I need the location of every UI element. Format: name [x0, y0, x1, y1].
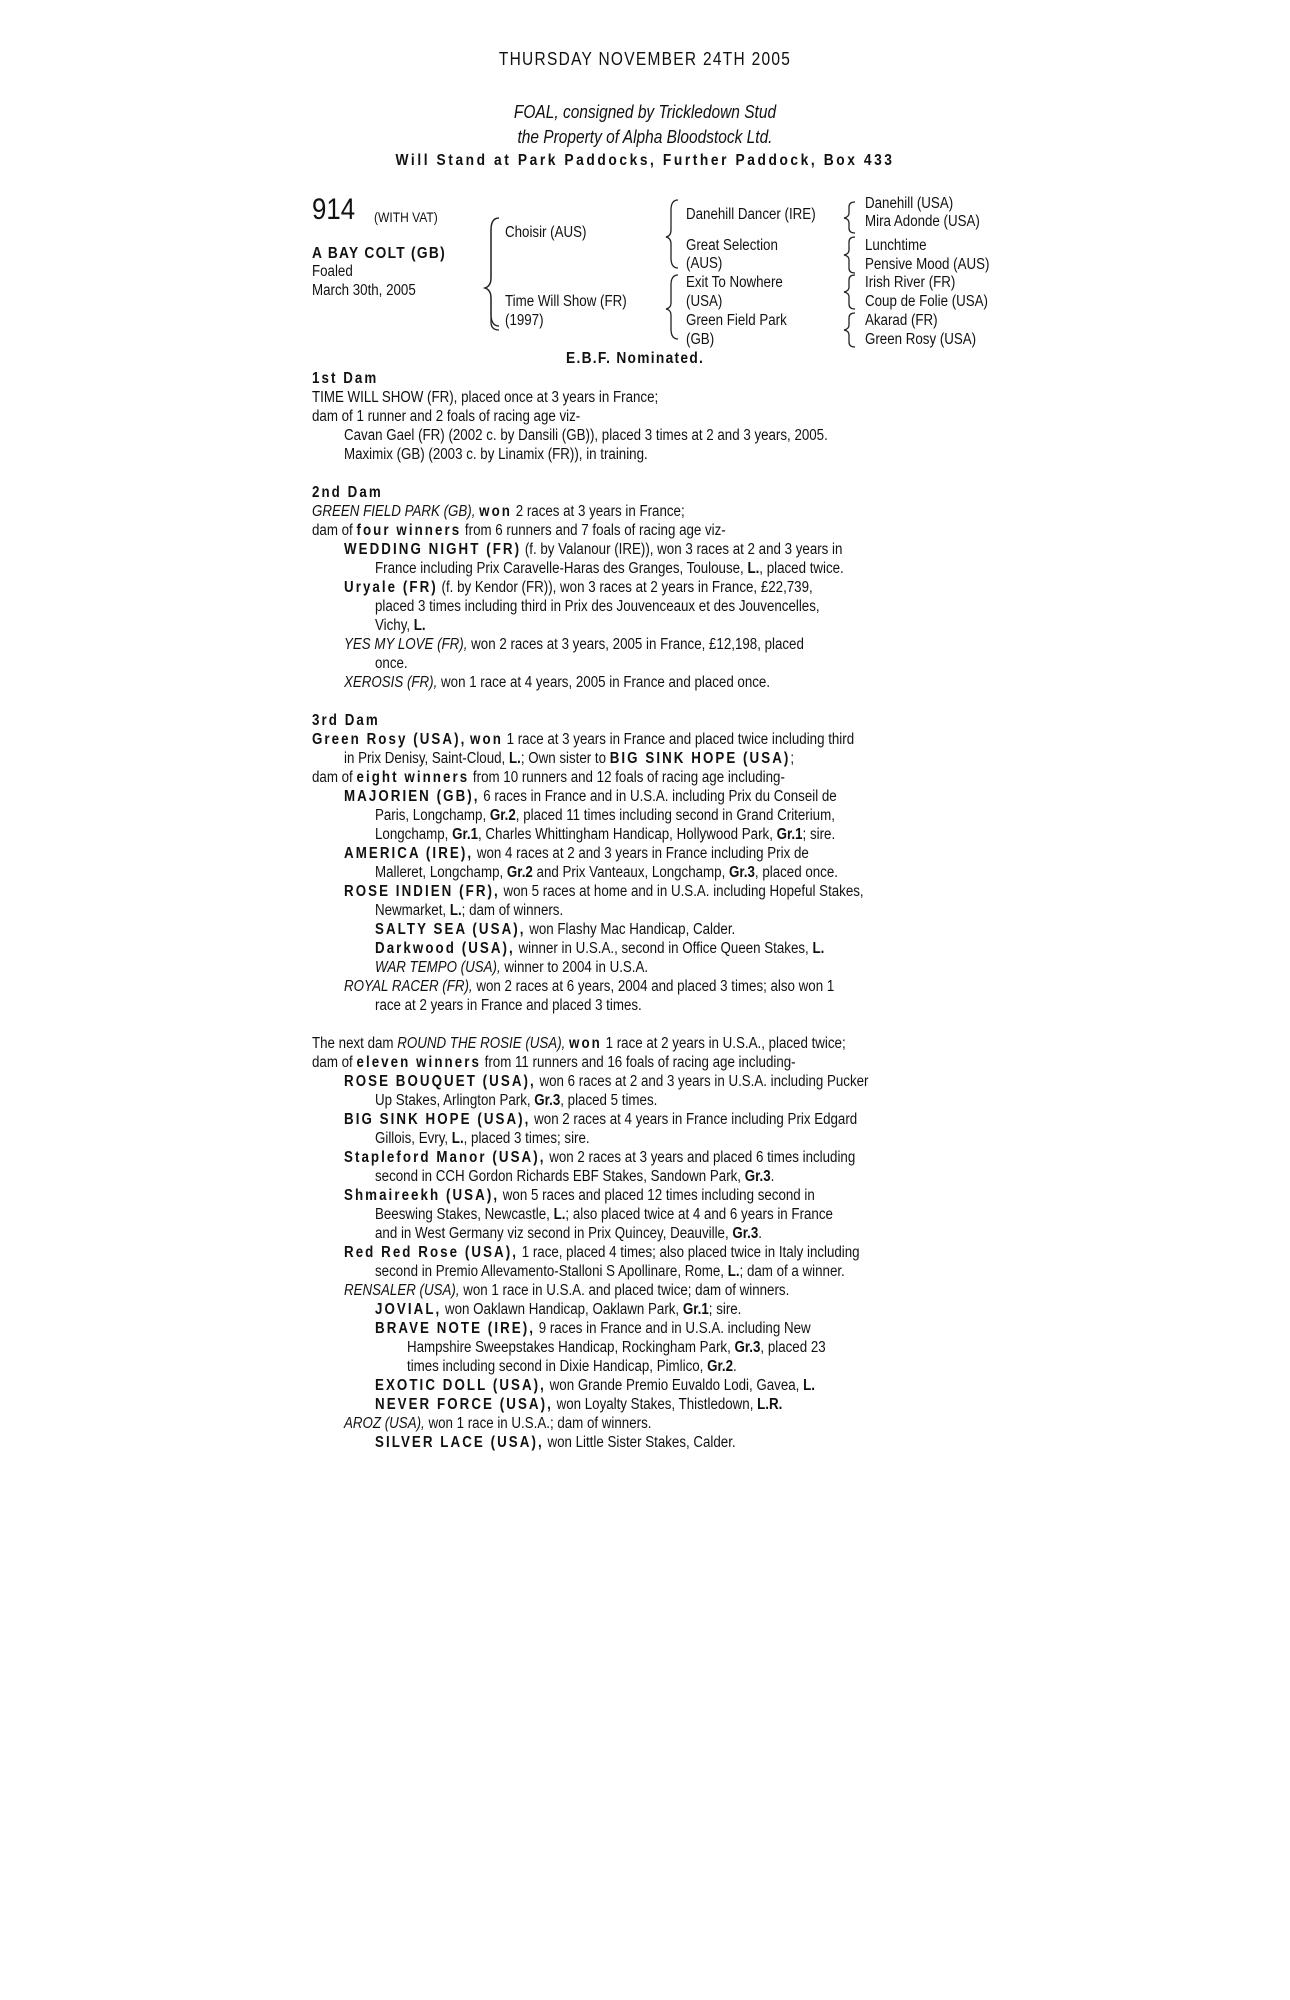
second-dam-line: placed 3 times including third in Prix des Jouvenceaux et des Jouvencelles,	[375, 598, 820, 615]
pedigree-ssd: Mira Adonde (USA)	[865, 213, 980, 230]
pedigree-sire-dam-line1: Great Selection	[686, 237, 778, 254]
first-dam-line: TIME WILL SHOW (FR), placed once at 3 years in France;	[312, 389, 659, 406]
foaled-date: March 30th, 2005	[312, 282, 416, 299]
next-dam-line: dam of eleven winners from 11 runners and 16 foals of racing age including-	[312, 1054, 796, 1071]
second-dam-heading: 2nd Dam	[312, 484, 383, 501]
pedigree-sire-sire: Danehill Dancer (IRE)	[686, 206, 816, 223]
vat-note: (WITH VAT)	[374, 209, 438, 225]
consignor-line: FOAL, consigned by Trickledown Stud	[513, 102, 777, 122]
third-dam-line: race at 2 years in France and placed 3 times.	[375, 997, 642, 1014]
next-dam-line: and in West Germany viz second in Prix Quincey, Deauville, Gr.3.	[375, 1225, 763, 1242]
pedigree-dam-dam-line1: Green Field Park	[686, 312, 787, 329]
next-dam-line: second in Premio Allevamento-Stalloni S Apollinare, Rome, L.; dam of a winner.	[375, 1263, 845, 1280]
next-dam-line: ROSE BOUQUET (USA), won 6 races at 2 and 3 years in U.S.A. including Pucker	[344, 1073, 869, 1090]
next-dam-line: RENSALER (USA), won 1 race in U.S.A. and placed twice; dam of winners.	[344, 1282, 790, 1299]
next-dam-line: Shmaireekh (USA), won 5 races and placed 12 times including second in	[344, 1187, 815, 1204]
second-dam-line: dam of four winners from 6 runners and 7 foals of racing age viz-	[312, 522, 726, 539]
next-dam-line: The next dam ROUND THE ROSIE (USA), won 1 race at 2 years in U.S.A., placed twice;	[312, 1035, 846, 1052]
third-dam-line: Paris, Longchamp, Gr.2, placed 11 times including second in Grand Criterium,	[375, 807, 835, 824]
foaled-label: Foaled	[312, 263, 353, 280]
second-dam-line: GREEN FIELD PARK (GB), won 2 races at 3 years in France;	[312, 503, 685, 520]
first-dam-line: Maximix (GB) (2003 c. by Linamix (FR)), in training.	[344, 446, 648, 463]
pedigree-dam-sire-line2: (USA)	[686, 293, 723, 310]
lot-number: 914	[312, 193, 356, 226]
second-dam-line: XEROSIS (FR), won 1 race at 4 years, 2005 in France and placed once.	[344, 674, 771, 691]
next-dam-line: Beeswing Stakes, Newcastle, L.; also placed twice at 4 and 6 years in France	[375, 1206, 833, 1223]
third-dam-line: ROYAL RACER (FR), won 2 races at 6 years, 2004 and placed 3 times; also won 1	[344, 978, 835, 995]
pedigree-sire: Choisir (AUS)	[505, 224, 587, 241]
third-dam-line: MAJORIEN (GB), 6 races in France and in U.S.A. including Prix du Conseil de	[344, 788, 837, 805]
second-dam-line: once.	[375, 655, 408, 672]
next-dam-line: times including second in Dixie Handicap, Pimlico, Gr.2.	[407, 1358, 737, 1375]
second-dam-line: Vichy, L.	[375, 617, 426, 634]
third-dam-line: dam of eight winners from 10 runners and 12 foals of racing age including-	[312, 769, 785, 786]
next-dam-line: second in CCH Gordon Richards EBF Stakes, Sandown Park, Gr.3.	[375, 1168, 775, 1185]
third-dam-line: in Prix Denisy, Saint-Cloud, L.; Own sister to BIG SINK HOPE (USA);	[344, 750, 795, 767]
pedigree-dss: Irish River (FR)	[865, 274, 956, 291]
second-dam-line: YES MY LOVE (FR), won 2 races at 3 years, 2005 in France, £12,198, placed	[344, 636, 804, 653]
third-dam-line: Malleret, Longchamp, Gr.2 and Prix Vanteaux, Longchamp, Gr.3, placed once.	[375, 864, 838, 881]
third-dam-line: ROSE INDIEN (FR), won 5 races at home and in U.S.A. including Hopeful Stakes,	[344, 883, 864, 900]
property-line: the Property of Alpha Bloodstock Ltd.	[517, 127, 773, 147]
next-dam-line: SILVER LACE (USA), won Little Sister Stakes, Calder.	[375, 1434, 736, 1451]
third-dam-line: AMERICA (IRE), won 4 races at 2 and 3 years in France including Prix de	[344, 845, 809, 862]
pedigree-braces	[0, 0, 1290, 380]
pedigree-dam-dam-line2: (GB)	[686, 331, 715, 348]
next-dam-line: NEVER FORCE (USA), won Loyalty Stakes, Thistledown, L.R.	[375, 1396, 783, 1413]
first-dam-line: Cavan Gael (FR) (2002 c. by Dansili (GB)), placed 3 times at 2 and 3 years, 2005.	[344, 427, 828, 444]
third-dam-heading: 3rd Dam	[312, 712, 380, 729]
next-dam-line: EXOTIC DOLL (USA), won Grande Premio Euvaldo Lodi, Gavea, L.	[375, 1377, 815, 1394]
pedigree-dds: Akarad (FR)	[865, 312, 938, 329]
third-dam-line: Longchamp, Gr.1, Charles Whittingham Handicap, Hollywood Park, Gr.1; sire.	[375, 826, 836, 843]
second-dam-line: WEDDING NIGHT (FR) (f. by Valanour (IRE)), won 3 races at 2 and 3 years in	[344, 541, 843, 558]
next-dam-line: BRAVE NOTE (IRE), 9 races in France and in U.S.A. including New	[375, 1320, 811, 1337]
pedigree-dam-sire-line1: Exit To Nowhere	[686, 274, 783, 291]
stand-location: Will Stand at Park Paddocks, Further Paddock, Box 433	[395, 152, 895, 169]
third-dam-line: Darkwood (USA), winner in U.S.A., second in Office Queen Stakes, L.	[375, 940, 825, 957]
third-dam-line: Green Rosy (USA), won 1 race at 3 years in France and placed twice including third	[312, 731, 855, 748]
next-dam-line: Up Stakes, Arlington Park, Gr.3, placed 5 times.	[375, 1092, 658, 1109]
next-dam-line: Red Red Rose (USA), 1 race, placed 4 times; also placed twice in Italy including	[344, 1244, 860, 1261]
pedigree-sire-dam-line2: (AUS)	[686, 255, 723, 272]
first-dam-line: dam of 1 runner and 2 foals of racing age viz-	[312, 408, 581, 425]
third-dam-line: Newmarket, L.; dam of winners.	[375, 902, 564, 919]
pedigree-sds: Lunchtime	[865, 237, 927, 254]
lot-description: A BAY COLT (GB)	[312, 245, 447, 262]
first-dam-heading: 1st Dam	[312, 370, 379, 387]
second-dam-line: France including Prix Caravelle-Haras des Granges, Toulouse, L., placed twice.	[375, 560, 844, 577]
next-dam-line: Stapleford Manor (USA), won 2 races at 3 years and placed 6 times including	[344, 1149, 856, 1166]
next-dam-line: AROZ (USA), won 1 race in U.S.A.; dam of winners.	[344, 1415, 652, 1432]
pedigree-ddd: Green Rosy (USA)	[865, 331, 977, 348]
next-dam-line: BIG SINK HOPE (USA), won 2 races at 4 years in France including Prix Edgard	[344, 1111, 858, 1128]
pedigree-sss: Danehill (USA)	[865, 195, 954, 212]
ebf-nominated: E.B.F. Nominated.	[566, 350, 705, 367]
third-dam-line: SALTY SEA (USA), won Flashy Mac Handicap, Calder.	[375, 921, 736, 938]
next-dam-line: Gillois, Evry, L., placed 3 times; sire.	[375, 1130, 590, 1147]
pedigree-sdd: Pensive Mood (AUS)	[865, 256, 990, 273]
pedigree-dsd: Coup de Folie (USA)	[865, 293, 988, 310]
next-dam-line: JOVIAL, won Oaklawn Handicap, Oaklawn Park, Gr.1; sire.	[375, 1301, 742, 1318]
second-dam-line: Uryale (FR) (f. by Kendor (FR)), won 3 races at 2 years in France, £22,739,	[344, 579, 813, 596]
pedigree-dam-line2: (1997)	[505, 312, 544, 329]
pedigree-dam-line1: Time Will Show (FR)	[505, 293, 627, 310]
sale-date: THURSDAY NOVEMBER 24TH 2005	[498, 49, 792, 69]
third-dam-line: WAR TEMPO (USA), winner to 2004 in U.S.A.	[375, 959, 649, 976]
next-dam-line: Hampshire Sweepstakes Handicap, Rockingham Park, Gr.3, placed 23	[407, 1339, 826, 1356]
